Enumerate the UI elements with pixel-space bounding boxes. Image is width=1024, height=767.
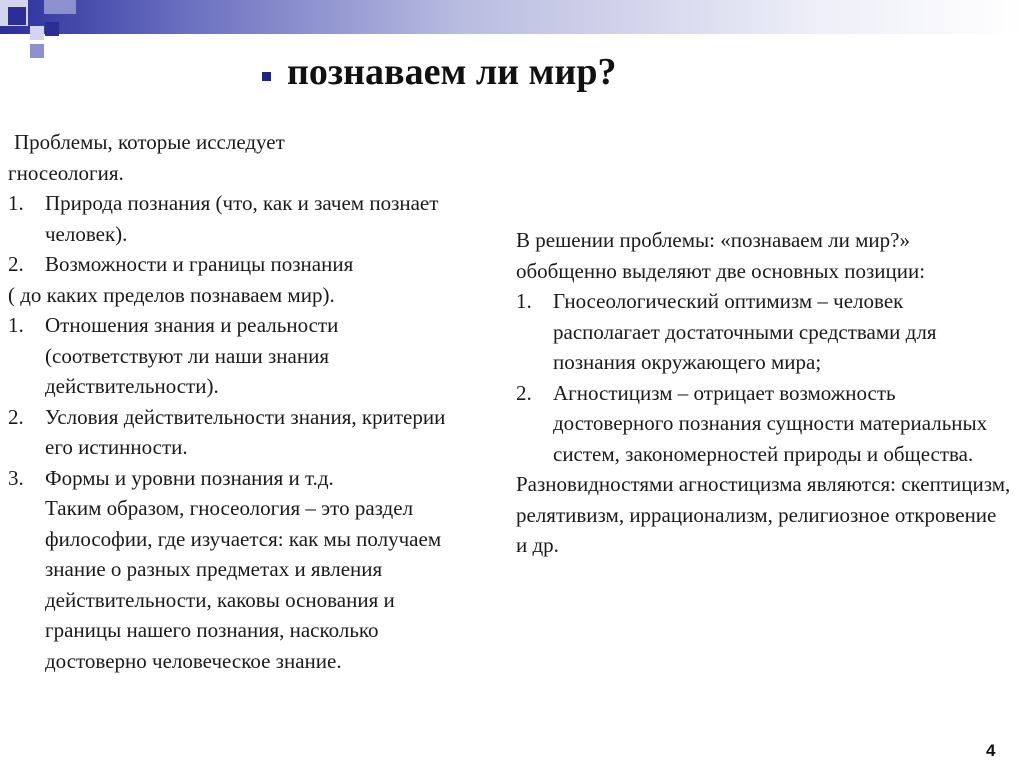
list-number: 3.: [8, 465, 24, 490]
page-number: 4: [986, 741, 996, 760]
conclusion-paragraph: Таким образом, гносеология – это раздел философии, где изучается: как мы получаем знание о разных предметах и явления действительности, каковы основания и границы нашего познания, насколько достоверно человеческое знание.: [45, 496, 442, 673]
decor-square: [30, 26, 44, 40]
list-item: [8, 402, 468, 463]
list-item: [516, 378, 1011, 470]
bullet-square-icon: [262, 72, 271, 81]
paragraph-line: ( до каких пределов познаваем мир).: [8, 282, 335, 307]
decor-square: [30, 44, 44, 58]
decor-square: [45, 22, 59, 36]
intro-line: Проблемы, которые исследует: [14, 130, 285, 154]
list-number: 2.: [8, 404, 24, 429]
left-column: [8, 127, 468, 676]
list-item: [8, 249, 468, 280]
list-text: Формы и уровни познания и т.д.: [45, 465, 334, 490]
decor-square: [8, 7, 26, 25]
list-number: 1.: [8, 191, 24, 215]
list-item: [8, 463, 468, 494]
slide-title-text: познаваем ли мир?: [287, 51, 617, 93]
list-item: [8, 188, 468, 249]
intro-paragraph: В решении проблемы: «познаваем ли мир?» обобщенно выделяют две основных позиции:: [516, 228, 926, 283]
list-text: Условия действительности знания, критерии его истинности.: [45, 404, 446, 459]
intro-line: гносеология.: [8, 160, 124, 185]
list-item: [516, 286, 1011, 378]
list-text: Гносеологический оптимизм – человек располагает достаточными средствами для познания окружающего мира;: [553, 289, 937, 374]
slide-title: [262, 50, 616, 94]
list-text: Отношения знания и реальности (соответствуют ли наши знания действительности).: [45, 313, 339, 398]
right-column: [516, 225, 1011, 561]
list-text: Природа познания (что, как и зачем познает человек).: [45, 191, 439, 246]
list-text: Агностицизм – отрицает возможность достоверного познания сущности материальных систем, закономерностей природы и общества.: [553, 380, 988, 466]
list-item: [8, 310, 468, 402]
list-number: 1.: [516, 289, 532, 313]
list-number: 2.: [516, 380, 532, 405]
outro-paragraph: Разновидностями агностицизма являются: скептицизм, релятивизм, иррационализм, религиозное откровение и др.: [516, 472, 1011, 557]
list-number: 2.: [8, 252, 24, 276]
decor-square: [44, 0, 76, 14]
list-text: Возможности и границы познания: [45, 252, 354, 276]
list-number: 1.: [8, 313, 24, 337]
header-gradient-bar: [0, 0, 1024, 34]
